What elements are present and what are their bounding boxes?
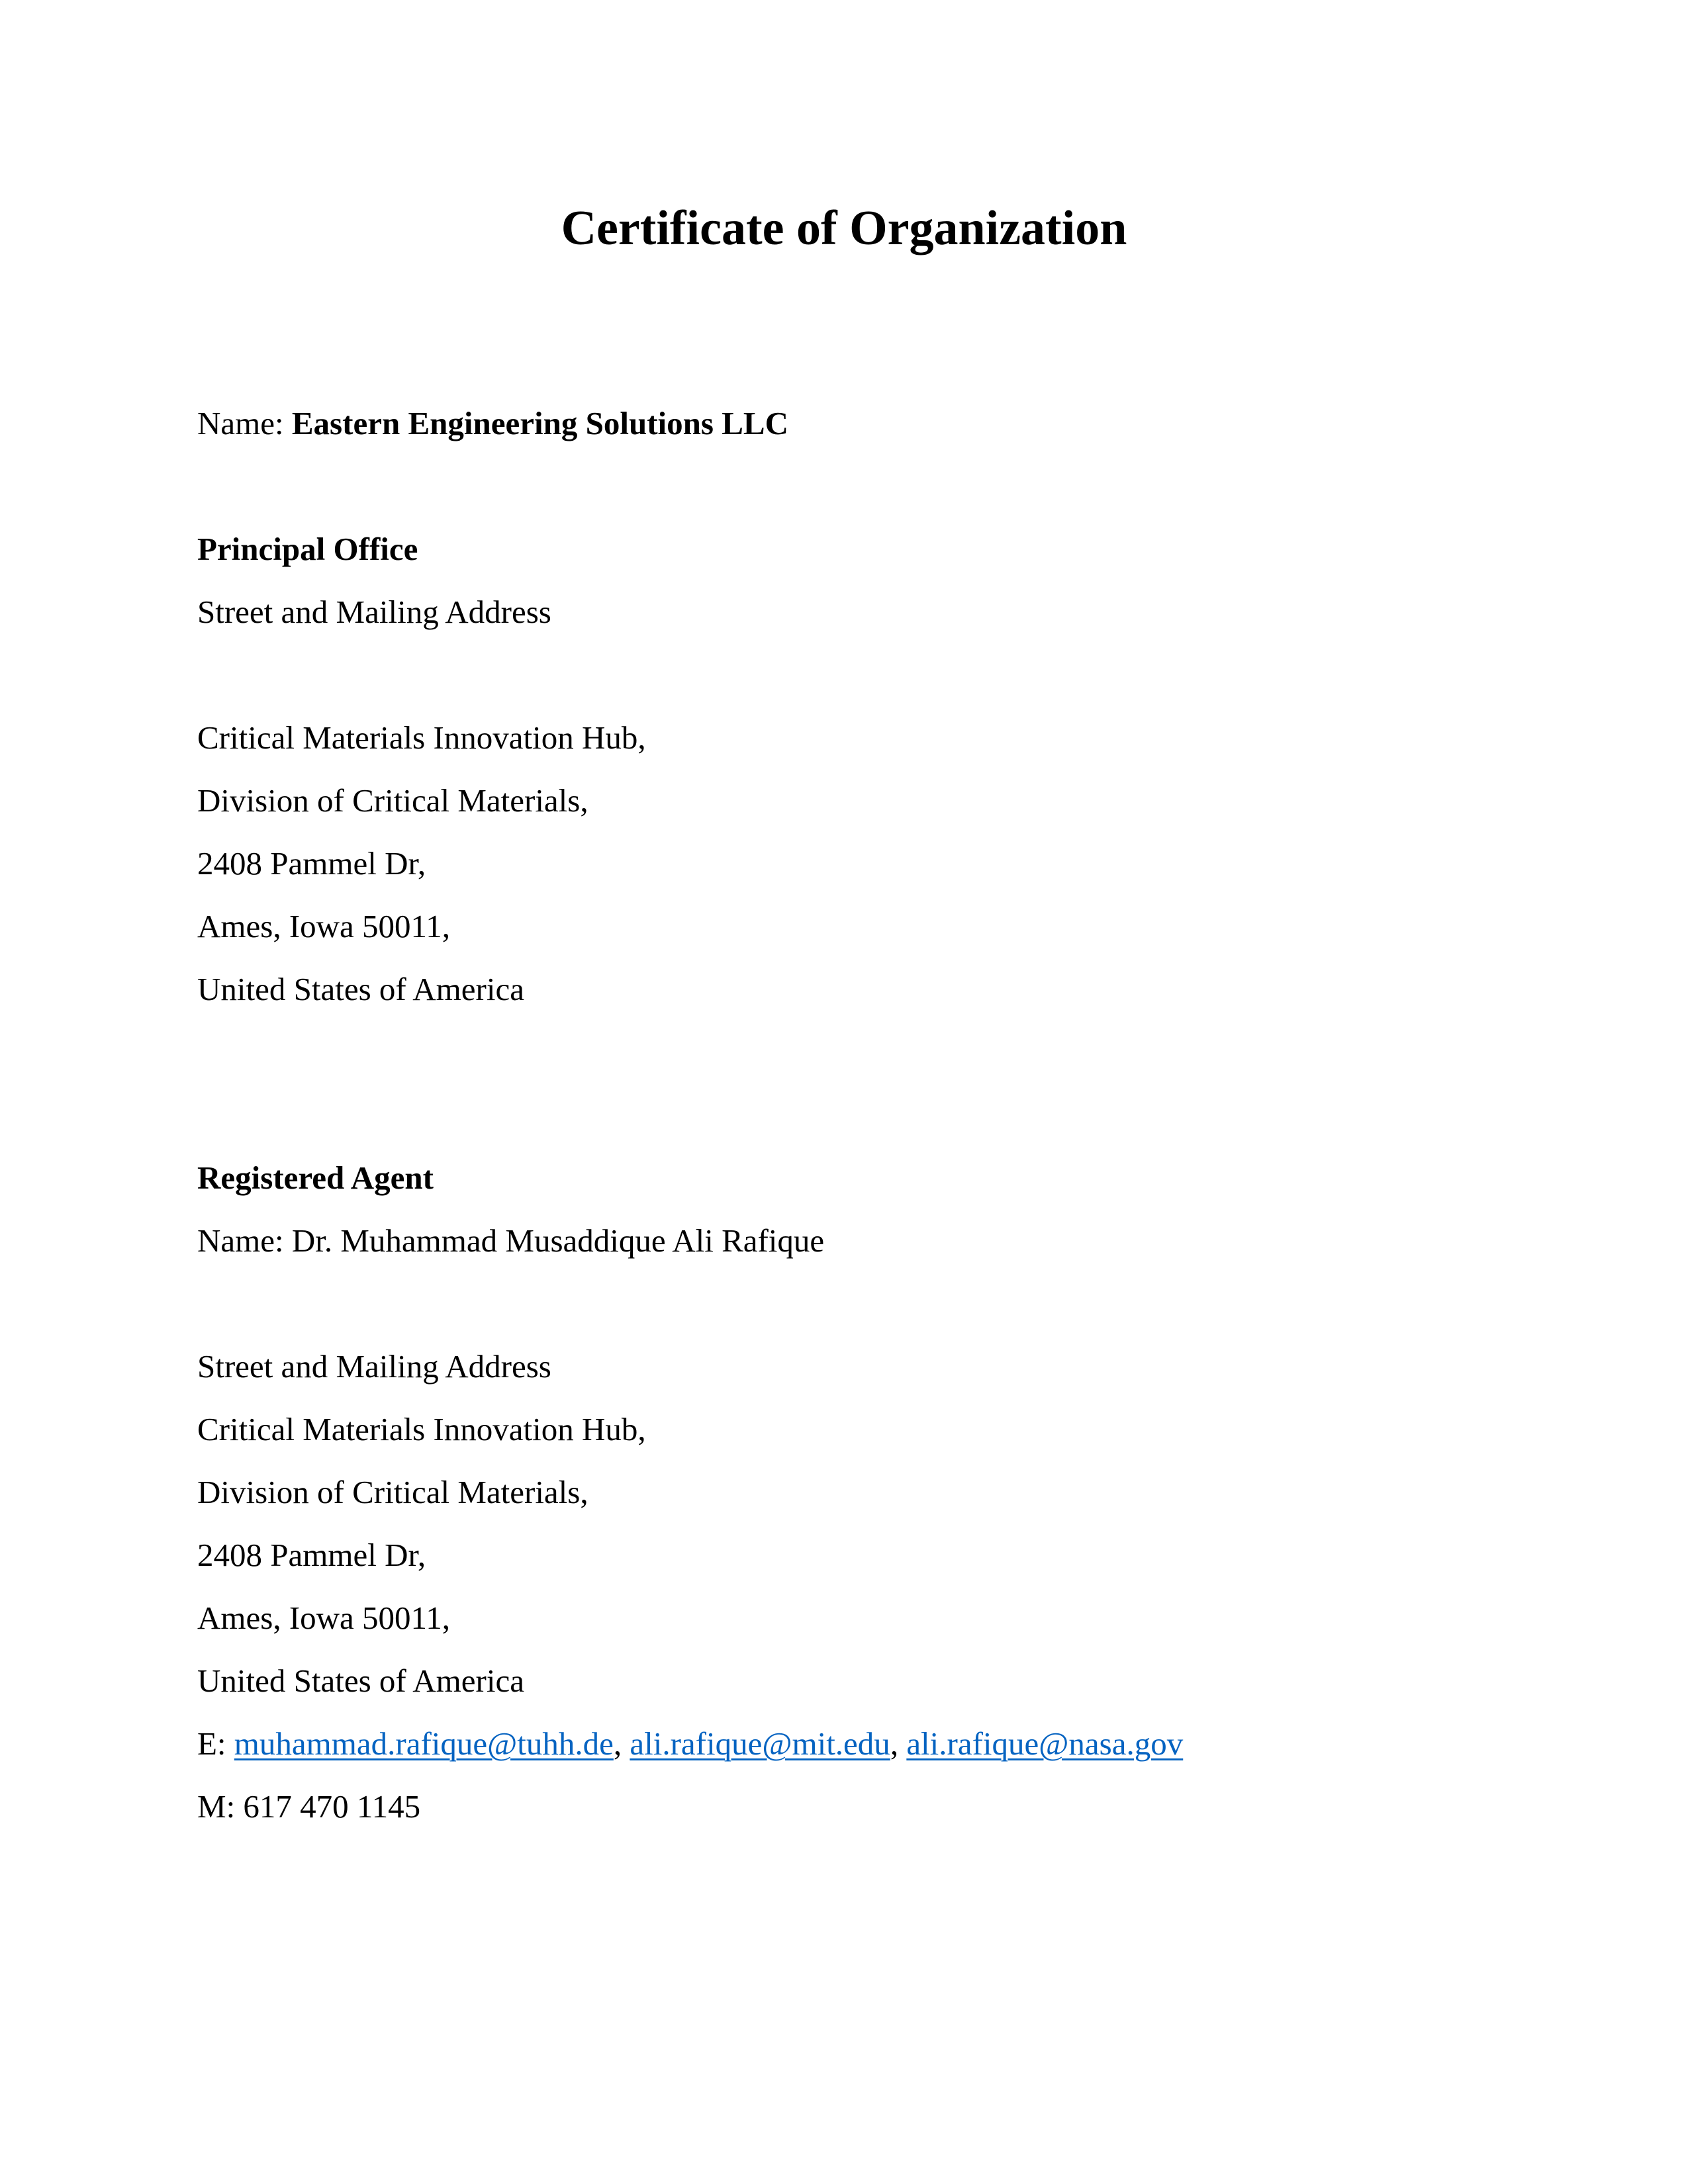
- registered-agent-address-label: Street and Mailing Address: [197, 1348, 551, 1385]
- principal-office-address-line: United States of America: [197, 971, 524, 1007]
- email-link-nasa[interactable]: ali.rafique@nasa.gov: [906, 1725, 1184, 1762]
- registered-agent-name: Name: Dr. Muhammad Musaddique Ali Rafique: [197, 1222, 825, 1259]
- principal-office-address-line: 2408 Pammel Dr,: [197, 845, 426, 882]
- principal-office-address-label: Street and Mailing Address: [197, 594, 551, 630]
- mobile-number: M: 617 470 1145: [197, 1788, 421, 1825]
- principal-office-address-line: Critical Materials Innovation Hub,: [197, 719, 646, 756]
- registered-agent-address-line: Division of Critical Materials,: [197, 1474, 588, 1510]
- email-separator: ,: [613, 1725, 630, 1762]
- email-label: E:: [197, 1725, 234, 1762]
- registered-agent-address-line: 2408 Pammel Dr,: [197, 1537, 426, 1573]
- principal-office-address-line: Division of Critical Materials,: [197, 782, 588, 819]
- document-title: Certificate of Organization: [561, 201, 1127, 255]
- email-link-tuhh[interactable]: muhammad.rafique@tuhh.de: [234, 1725, 614, 1762]
- company-name-line: [197, 404, 788, 443]
- registered-agent-address-line: Critical Materials Innovation Hub,: [197, 1411, 646, 1447]
- registered-agent-address-line: United States of America: [197, 1662, 524, 1699]
- registered-agent-address-line: Ames, Iowa 50011,: [197, 1600, 450, 1636]
- email-line: [197, 1724, 1183, 1764]
- email-separator: ,: [890, 1725, 907, 1762]
- registered-agent-heading: Registered Agent: [197, 1160, 434, 1196]
- company-name-value: Eastern Engineering Solutions LLC: [291, 405, 788, 441]
- principal-office-heading: Principal Office: [197, 531, 418, 567]
- email-link-mit[interactable]: ali.rafique@mit.edu: [630, 1725, 890, 1762]
- principal-office-address-line: Ames, Iowa 50011,: [197, 908, 450, 944]
- company-name-label: Name:: [197, 405, 292, 441]
